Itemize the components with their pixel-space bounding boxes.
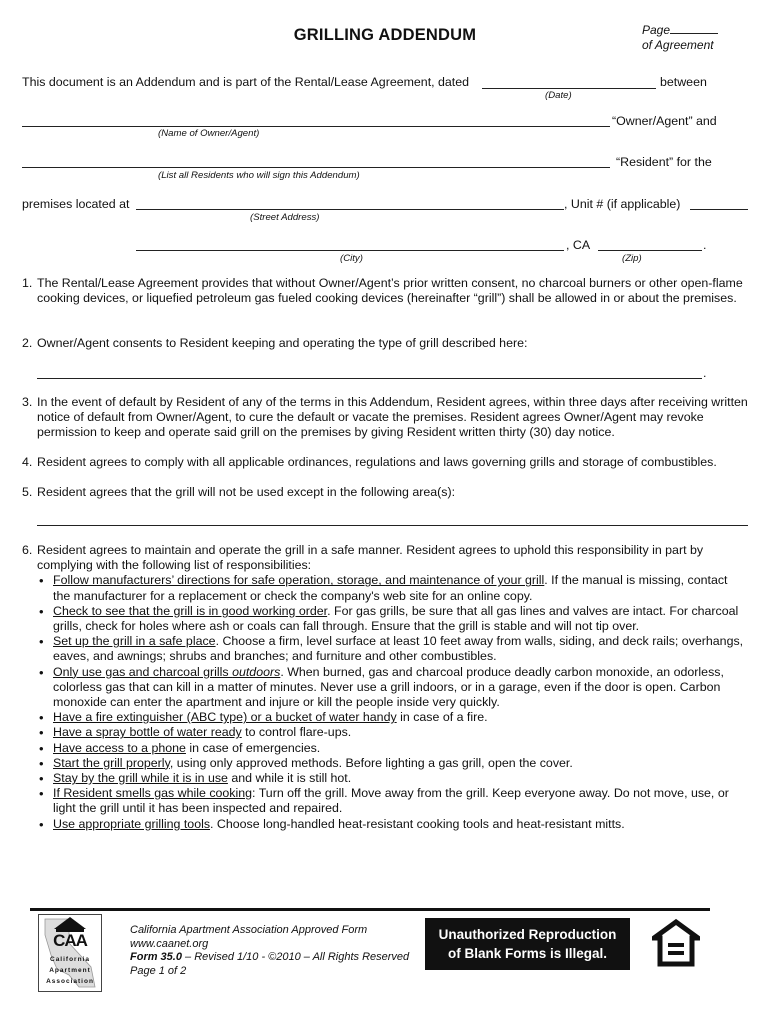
grill-type-field[interactable]: [37, 378, 702, 379]
clause-6: [22, 543, 748, 832]
clause-number: 5.: [22, 485, 33, 499]
list-item: • Check to see that the grill is in good working order. For gas grills, be sure that all gas lines and valves are intact. For charcoal grills, check for holes where ash or coals can fall through. Ensure that the grill is stable and will not tip over.: [37, 604, 748, 634]
premises-label: premises located at: [22, 197, 130, 211]
page-title: GRILLING ADDENDUM: [293, 26, 477, 44]
grill-area-field[interactable]: [37, 525, 748, 526]
list-item: • Only use gas and charcoal grills outdoors. When burned, gas and charcoal produce deadly carbon monoxide, an odorless, colorless gas that can kill in a matter of minutes. Never use a grill indoors, or in a garage, even if the door is open. Carbon monoxide can enter the apartment and injure or kill the people inside very quickly.: [37, 665, 748, 711]
street-address-field[interactable]: [136, 209, 564, 210]
clause-4: [22, 455, 748, 470]
grill-type-period: .: [703, 366, 707, 380]
caa-logo: [38, 914, 102, 992]
clause-number: 2.: [22, 336, 33, 350]
footer-page-number: Page 1 of 2: [130, 964, 187, 977]
logo-subtext: California Apartment Association: [46, 956, 94, 985]
of-agreement-label: of Agreement: [642, 38, 714, 52]
city-caption: (City): [340, 253, 363, 264]
date-field[interactable]: [482, 88, 656, 89]
footer-form-info: Form 35.0 – Revised 1/10 - ©2010 – All Rights Reserved: [130, 951, 410, 963]
clause-3: [22, 395, 748, 441]
footer-info: [130, 924, 409, 978]
clause-text: Owner/Agent consents to Resident keeping and operating the type of grill described here:: [37, 336, 528, 350]
footer-association: California Apartment Association Approved Form: [130, 924, 368, 936]
clause-text: Resident agrees that the grill will not be used except in the following area(s):: [37, 485, 456, 499]
list-item: • Follow manufacturers’ directions for safe operation, storage, and maintenance of your grill. If the manual is missing, contact the manufacturer for a replacement or check the company's web site for an online copy.: [37, 573, 748, 603]
zip-period: .: [703, 238, 707, 252]
street-caption: (Street Address): [250, 212, 320, 223]
clause-2: [22, 336, 748, 351]
clause-number: 4.: [22, 455, 33, 469]
clause-text: In the event of default by Resident of any of the terms in this Addendum, Resident agrees, within three days after receiving written notice of default from Owner/Agent, to cure the default or vacate the premises. Resident agrees Owner/Agent may revoke permission to keep and operate said grill on the premises by giving Resident written thirty (30) day notice.: [37, 395, 748, 440]
city-field[interactable]: [136, 250, 564, 251]
list-item: • Have a spray bottle of water ready to control flare-ups.: [37, 725, 748, 740]
page-label: Page: [642, 23, 671, 37]
list-item: • Stay by the grill while it is in use and while it is still hot.: [37, 771, 748, 786]
list-item: • Have a fire extinguisher (ABC type) or a bucket of water handy in case of a fire.: [37, 710, 748, 725]
page-reference: [642, 22, 718, 53]
intro-text: This document is an Addendum and is part of the Rental/Lease Agreement, dated: [22, 75, 470, 89]
resident-names-field[interactable]: [22, 167, 610, 168]
date-caption: (Date): [545, 90, 572, 101]
clause-text: Resident agrees to maintain and operate the grill in a safe manner. Resident agrees to uphold this responsibility in part by complying with the following list of responsibilities:: [37, 543, 704, 573]
resident-suffix: “Resident” for the: [616, 155, 712, 169]
resident-caption: (List all Residents who will sign this Addendum): [158, 170, 360, 181]
unit-number-field[interactable]: [690, 209, 748, 210]
footer-website[interactable]: www.caanet.org: [130, 937, 209, 950]
clause-5: [22, 485, 748, 500]
list-item: • Have access to a phone in case of emergencies.: [37, 741, 748, 756]
page-number-field[interactable]: [670, 22, 718, 34]
list-item: • Use appropriate grilling tools. Choose long-handled heat-resistant cooking tools and heat-resistant mitts.: [37, 817, 748, 832]
reproduction-warning: Unauthorized Reproduction of Blank Forms is Illegal.: [425, 918, 630, 970]
owner-suffix: “Owner/Agent” and: [612, 114, 717, 128]
list-item: • Set up the grill in a safe place. Choose a firm, level surface at least 10 feet away from walls, siding, and deck rails; overhangs, eaves, and awnings; shrubs and branches; and furniture and other combustibles.: [37, 634, 748, 664]
clause-1: [22, 276, 748, 306]
clause-text: Resident agrees to comply with all applicable ordinances, regulations and laws governing grills and storage of combustibles.: [37, 455, 717, 469]
responsibility-list: [22, 573, 748, 831]
list-item: • If Resident smells gas while cooking: Turn off the grill. Move away from the grill. Keep everyone away. Do not move, use, or light the grill until it has been inspected and repaired.: [37, 786, 748, 816]
logo-text: CAA: [53, 931, 87, 950]
list-item: • Start the grill properly, using only approved methods. Before lighting a gas grill, open the cover.: [37, 756, 748, 771]
clause-number: 6.: [22, 543, 33, 557]
clause-number: 1.: [22, 276, 33, 290]
zip-field[interactable]: [598, 250, 702, 251]
clause-text: The Rental/Lease Agreement provides that without Owner/Agent’s prior written consent, no charcoal burners or other open-flame cooking devices, or liquefied petroleum gas fueled cooking devices (hereinafter “grill”) shall be allowed in or about the premises.: [37, 276, 743, 306]
owner-caption: (Name of Owner/Agent): [158, 128, 260, 139]
unit-label: , Unit # (if applicable): [564, 197, 681, 211]
equal-housing-icon: [652, 918, 700, 970]
ca-label: , CA: [566, 238, 591, 252]
clause-number: 3.: [22, 395, 33, 409]
zip-caption: (Zip): [622, 253, 642, 264]
owner-name-field[interactable]: [22, 126, 610, 127]
footer-divider: [30, 908, 710, 911]
between-label: between: [660, 75, 707, 89]
